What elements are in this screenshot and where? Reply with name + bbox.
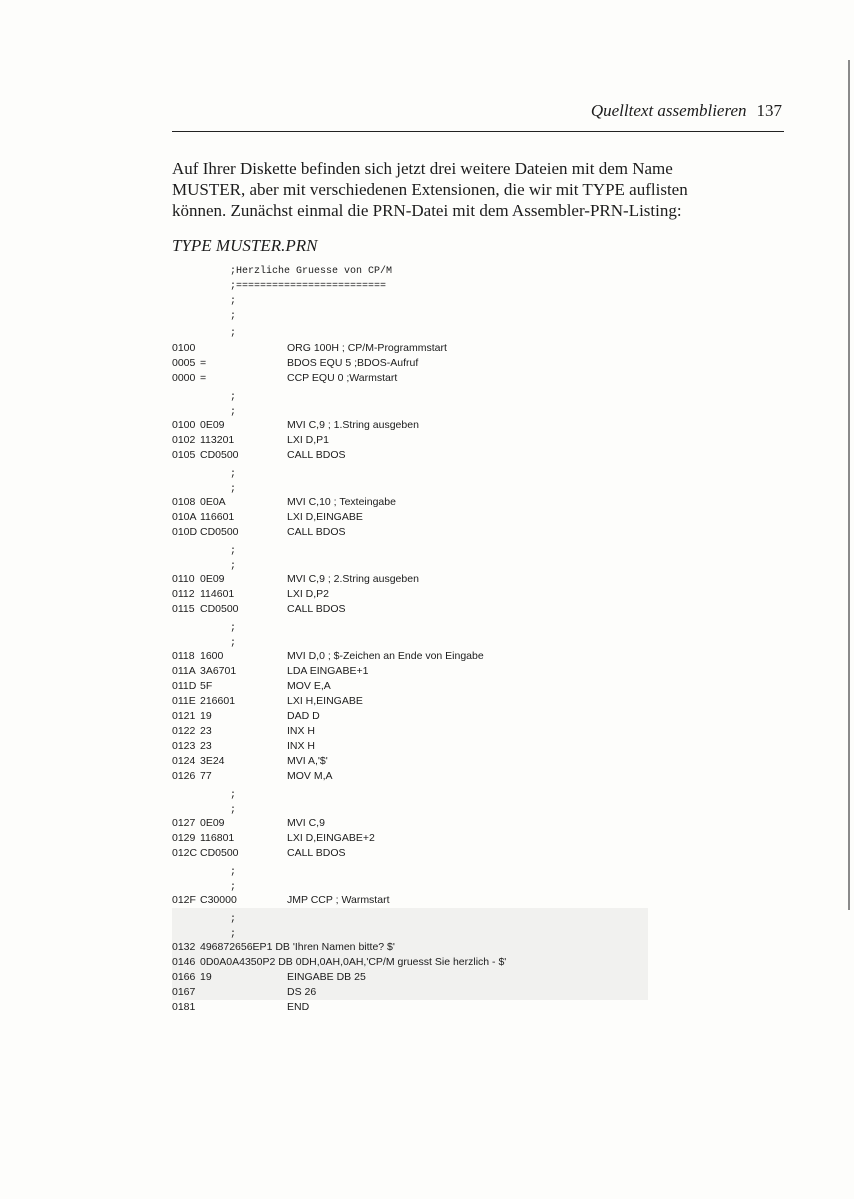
listing-line [172, 391, 672, 405]
listing-address: 0146 [172, 956, 196, 968]
listing-object-code: 113201 [200, 434, 235, 446]
listing-address: 0115 [172, 603, 195, 615]
listing-source: ; [230, 867, 237, 878]
listing-source: INX H [287, 740, 316, 752]
listing-source: ; [230, 484, 237, 495]
listing-source: LXI D,EINGABE [287, 511, 363, 523]
listing-source: CCP EQU 0 ;Warmstart [287, 372, 398, 384]
listing-line [172, 664, 672, 678]
listing-object-code: 23 [200, 725, 212, 737]
listing-object-code: 0E0A [200, 496, 226, 508]
listing-address: 0100 [172, 342, 196, 354]
running-header [172, 101, 782, 121]
listing-line [172, 846, 672, 860]
listing-line [172, 280, 672, 294]
listing-object-code: 19 [200, 710, 212, 722]
listing-source: JMP CCP ; Warmstart [287, 894, 390, 906]
listing-line [172, 622, 672, 636]
listing-address: 0102 [172, 434, 196, 446]
listing-source: INX H [287, 725, 316, 737]
listing-source: LXI D,EINGABE+2 [287, 832, 375, 844]
listing-line [172, 327, 672, 341]
listing-address: 0005 [172, 357, 196, 369]
listing-address: 0166 [172, 971, 196, 983]
listing-address: 0118 [172, 650, 195, 662]
listing-address: 0112 [172, 588, 195, 600]
listing-address: 0108 [172, 496, 196, 508]
listing-line [172, 1000, 672, 1014]
listing-address: 0100 [172, 419, 196, 431]
listing-address: 012C [172, 847, 198, 859]
listing-line [172, 866, 672, 880]
listing-source: ; [230, 469, 237, 480]
listing-line [172, 295, 672, 309]
listing-source: DAD D [287, 710, 320, 722]
listing-object-code: 0E09 [200, 817, 225, 829]
listing-line [172, 495, 672, 509]
listing-source: ; [230, 805, 237, 816]
listing-object-code: CD0500 [200, 603, 239, 615]
listing-object-code: CD0500 [200, 526, 239, 538]
intro-line: können. Zunächst einmal die PRN-Datei mit dem Assembler-PRN-Listing: [172, 201, 682, 220]
listing-line [172, 816, 672, 830]
listing-object-code: 5F [200, 680, 213, 692]
listing-object-code: 77 [200, 770, 212, 782]
listing-source: ; [230, 790, 237, 801]
listing-source: MOV E,A [287, 680, 331, 692]
listing-line [172, 649, 672, 663]
listing-object-code: 0E09 [200, 419, 225, 431]
listing-line [172, 913, 672, 927]
listing-address: 0121 [172, 710, 196, 722]
listing-line [172, 970, 672, 984]
listing-source: MVI C,10 ; Texteingabe [287, 496, 396, 508]
listing-source: LDA EINGABE+1 [287, 665, 369, 677]
listing-line [172, 739, 672, 753]
header-rule [172, 131, 784, 132]
command-line: TYPE MUSTER.PRN [172, 236, 318, 255]
listing-source: END [287, 1001, 310, 1013]
listing-object-code: C30000 [200, 894, 237, 906]
listing-address: 0129 [172, 832, 196, 844]
listing-object-code: 116601 [200, 511, 235, 523]
listing-source: ; [230, 561, 237, 572]
listing-source: ;Herzliche Gruesse von CP/M [230, 266, 393, 277]
listing-source: ORG 100H ; CP/M-Programmstart [287, 342, 447, 354]
listing-line [172, 587, 672, 601]
listing-line [172, 831, 672, 845]
listing-line [172, 694, 672, 708]
listing-object-code: CD0500 [200, 449, 239, 461]
listing-source: 496872656EP1 DB 'Ihren Namen bitte? $' [200, 941, 395, 953]
listing-source: CALL BDOS [287, 449, 346, 461]
listing-object-code: 19 [200, 971, 212, 983]
listing-source: MVI C,9 ; 1.String ausgeben [287, 419, 419, 431]
listing-source: BDOS EQU 5 ;BDOS-Aufruf [287, 357, 419, 369]
listing-source: ; [230, 546, 237, 557]
page-number: 137 [756, 101, 782, 120]
listing-address: 011D [172, 680, 197, 692]
listing-source: CALL BDOS [287, 526, 346, 538]
listing-address: 0124 [172, 755, 196, 767]
listing-address: 0122 [172, 725, 196, 737]
listing-line [172, 371, 672, 385]
listing-source: MOV M,A [287, 770, 333, 782]
listing-line [172, 510, 672, 524]
listing-source: DS 26 [287, 986, 317, 998]
listing-line [172, 940, 672, 954]
listing-address: 0167 [172, 986, 196, 998]
intro-line: Auf Ihrer Diskette befinden sich jetzt drei weitere Dateien mit dem Name [172, 159, 673, 178]
listing-source: MVI C,9 ; 2.String ausgeben [287, 573, 419, 585]
listing-source: ; [230, 407, 237, 418]
listing-object-code: 216601 [200, 695, 236, 707]
listing-address: 0126 [172, 770, 196, 782]
listing-line [172, 955, 672, 969]
listing-address: 011E [172, 695, 196, 707]
listing-line [172, 448, 672, 462]
listing-object-code: 3E24 [200, 755, 225, 767]
listing-line [172, 769, 672, 783]
intro-paragraph [172, 158, 784, 221]
listing-address: 0105 [172, 449, 196, 461]
listing-object-code: = [200, 357, 207, 369]
listing-line [172, 754, 672, 768]
listing-source: ; [230, 623, 237, 634]
listing-source: ; [230, 311, 237, 322]
listing-line [172, 545, 672, 559]
listing-address: 0110 [172, 573, 195, 585]
listing-address: 010A [172, 511, 197, 523]
listing-source: MVI C,9 [287, 817, 325, 829]
listing-address: 012F [172, 894, 196, 906]
intro-line: MUSTER, aber mit verschiedenen Extensionen, die wir mit TYPE auflisten [172, 180, 688, 199]
listing-object-code: CD0500 [200, 847, 239, 859]
listing-line [172, 789, 672, 803]
listing-line [172, 602, 672, 616]
listing-object-code: 0E09 [200, 573, 225, 585]
listing-source: CALL BDOS [287, 847, 346, 859]
listing-address: 011A [172, 665, 196, 677]
listing-address: 010D [172, 526, 198, 538]
listing-object-code: = [200, 372, 207, 384]
listing-source: LXI D,P1 [287, 434, 330, 446]
listing-source: ; [230, 328, 237, 339]
listing-source: EINGABE DB 25 [287, 971, 366, 983]
listing-object-code: 116801 [200, 832, 235, 844]
listing-source: MVI A,'$' [287, 755, 328, 767]
listing-line [172, 893, 672, 907]
listing-line [172, 679, 672, 693]
listing-source: LXI D,P2 [287, 588, 330, 600]
assembler-listing [172, 265, 672, 1013]
listing-address: 0181 [172, 1001, 196, 1013]
listing-address: 0000 [172, 372, 196, 384]
listing-source: ; [230, 882, 237, 893]
listing-address: 0127 [172, 817, 196, 829]
page-edge-shadow [848, 60, 850, 910]
listing-line [172, 341, 672, 355]
listing-address: 0123 [172, 740, 196, 752]
listing-line [172, 356, 672, 370]
listing-source: ; [230, 914, 237, 925]
listing-line [172, 468, 672, 482]
listing-line [172, 985, 672, 999]
listing-address: 0132 [172, 941, 196, 953]
listing-source: ;========================= [230, 281, 387, 292]
listing-line [172, 265, 672, 279]
listing-line [172, 310, 672, 324]
listing-line [172, 433, 672, 447]
listing-line [172, 724, 672, 738]
listing-source: CALL BDOS [287, 603, 346, 615]
listing-line [172, 709, 672, 723]
listing-source: ; [230, 929, 237, 940]
listing-source: ; [230, 392, 237, 403]
listing-line [172, 525, 672, 539]
listing-object-code: 3A6701 [200, 665, 237, 677]
listing-source: 0D0A0A4350P2 DB 0DH,0AH,0AH,'CP/M gruesst Sie herzlich - $' [200, 956, 507, 968]
listing-source: ; [230, 296, 237, 307]
listing-object-code: 23 [200, 740, 212, 752]
header-title: Quelltext assemblieren [590, 101, 747, 120]
listing-line [172, 418, 672, 432]
listing-source: MVI D,0 ; $-Zeichen an Ende von Eingabe [287, 650, 484, 662]
listing-source: ; [230, 638, 237, 649]
listing-line [172, 572, 672, 586]
listing-object-code: 114601 [200, 588, 235, 600]
listing-source: LXI H,EINGABE [287, 695, 363, 707]
listing-object-code: 1600 [200, 650, 224, 662]
